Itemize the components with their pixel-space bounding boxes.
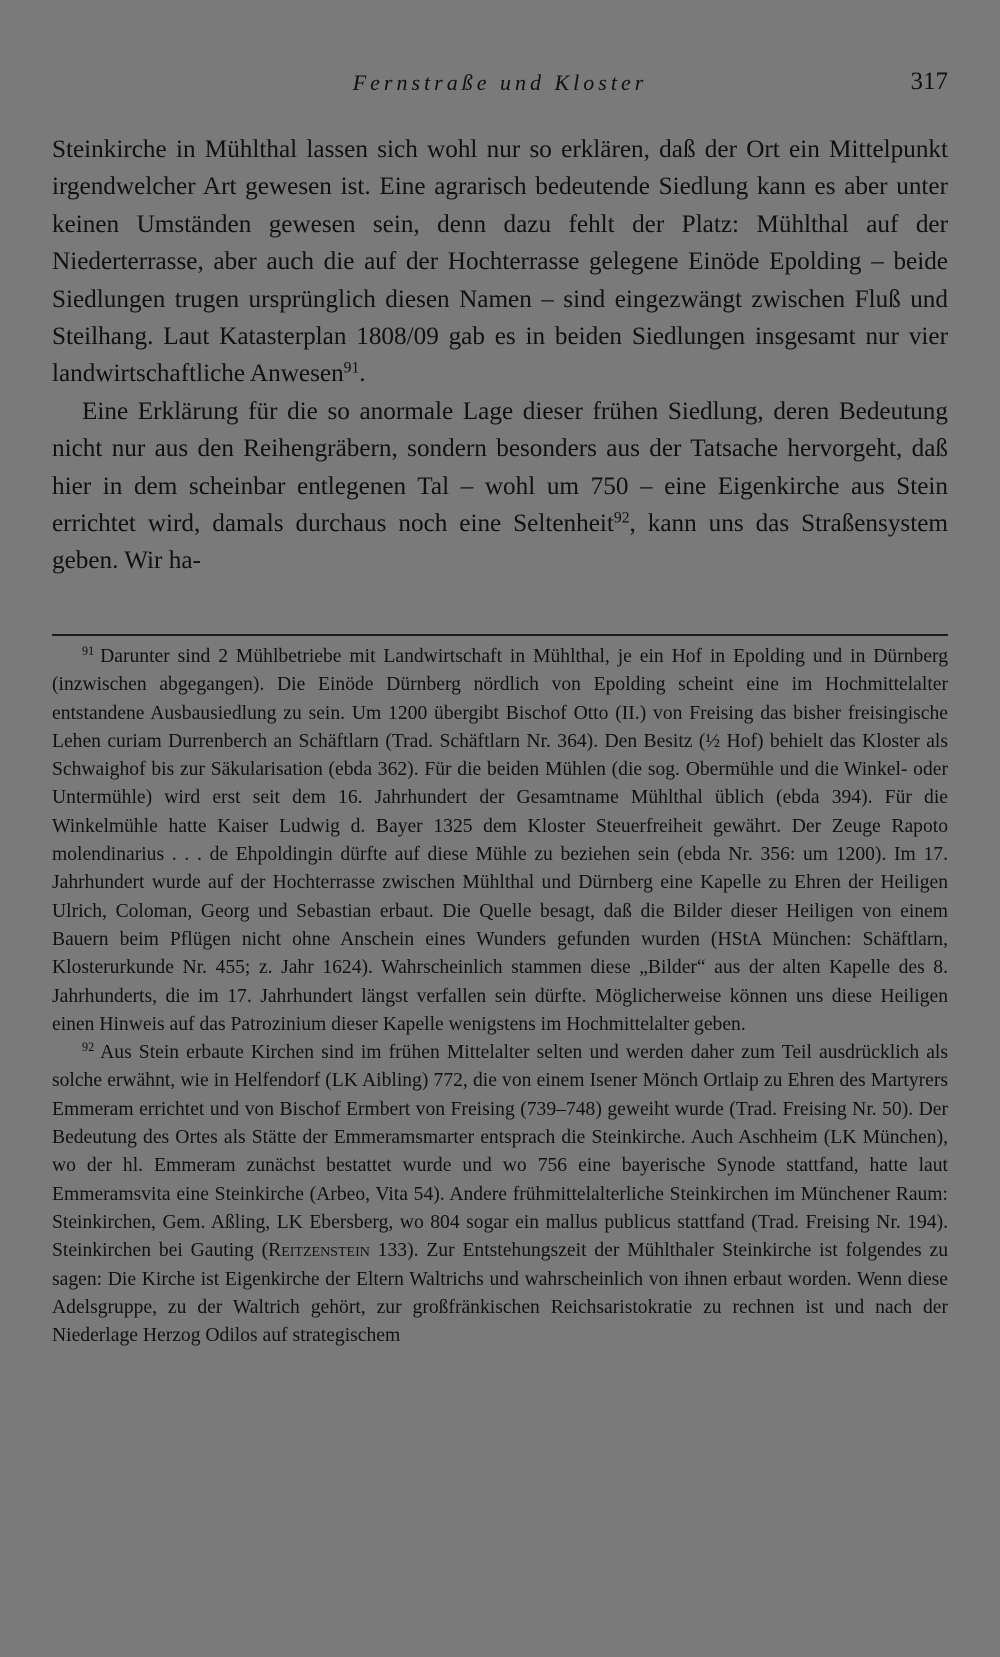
paragraph-1 <box>52 131 948 393</box>
footnotes <box>52 643 948 1350</box>
main-text <box>52 131 948 580</box>
footnote-ref-92[interactable]: 92 <box>613 509 630 527</box>
paragraph-1-text: Steinkirche in Mühlthal lassen sich wohl nur so erklären, daß der Ort ein Mittelpunkt irgendwelcher Art gewesen ist. Eine agrarisch bedeutende Siedlung kann es aber unter keinen Umständen gewesen sein, denn dazu fehlt der Platz: Mühlthal auf der Niederterrasse, aber auch die auf der Hochterrasse gelegene Einöde Epolding – beide Siedlungen trugen ursprünglich diesen Namen – sind eingezwängt zwischen Fluß und Steilhang. Laut Katasterplan 1808/09 gab es in beiden Siedlungen insgesamt nur vier landwirtschaftliche Anwesen <box>52 136 948 388</box>
footnote-92-text-b: 133). Zur Entstehungszeit der Mühlthaler Steinkirche ist folgendes zu sagen: Die Kirche ist Eigenkirche der Eltern Waltrichs und wahrscheinlich von ihnen erbaut worden. Wenn diese Adelsgruppe, zu der Waltrich gehört, zur großfränkischen Reichsaristokratie zu rechnen ist und nach der Niederlage Herzog Odilos auf strategischem <box>52 1240 948 1347</box>
footnote-92-number: 92 <box>82 1040 95 1055</box>
footnote-ref-91[interactable]: 91 <box>343 359 360 377</box>
footnote-92-author: Reitzenstein <box>268 1240 370 1262</box>
paragraph-2-text-a: Eine Erklärung für die so anormale Lage dieser frühen Siedlung, deren Bedeutung nicht nur aus den Reihengräbern, sondern besonders aus der Tatsache hervorgeht, daß hier in dem scheinbar entlegenen Tal – wohl um 750 – eine Eigenkirche aus Stein errichtet wird, damals durchaus noch eine Seltenheit <box>52 397 948 538</box>
footnote-divider <box>52 634 948 636</box>
paragraph-2 <box>52 393 948 580</box>
footnote-92 <box>52 1039 948 1350</box>
footnote-91-text: Darunter sind 2 Mühlbetriebe mit Landwirtschaft in Mühlthal, je ein Hof in Epolding und in Dürnberg (inzwischen abgegangen). Die Einöde Dürnberg nördlich von Epolding scheint eine im Hochmittelalter entstandene Ausbausiedlung zu sein. Um 1200 übergibt Bischof Otto (II.) von Freising das bisher freisingische Lehen curiam Durrenberch an Schäftlarn (Trad. Schäftlarn Nr. 364). Den Besitz (½ Hof) behielt das Kloster als Schwaighof bis zur Säkularisation (ebda 362). Für die beiden Mühlen (die sog. Obermühle und die Winkel- oder Untermühle) wird erst seit dem 16. Jahrhundert der Gesamtname Mühlthal üblich (ebda 394). Für die Winkelmühle hatte Kaiser Ludwig d. Bayer 1325 dem Kloster Steuerfreiheit gewährt. Der Zeuge Rapoto molendinarius . . . de Ehpoldingin dürfte auf diese Mühle zu beziehen sein (ebda Nr. 356: um 1200). Im 17. Jahrhundert wurde auf der Hochterrasse zwischen Mühlthal und Dürnberg eine Kapelle zu Ehren der Heiligen Ulrich, Coloman, Georg und Sebastian erbaut. Die Quelle besagt, daß die Bilder dieser Heiligen von einem Bauern beim Pflügen nicht ohne Anschein eines Wunders gefunden wurden (HStA München: Schäftlarn, Klosterurkunde Nr. 455; z. Jahr 1624). Wahrscheinlich stammen diese „Bilder“ aus der alten Kapelle des 8. Jahrhunderts, die im 17. Jahrhundert längst verfallen sein dürfte. Möglicherweise können uns diese Heiligen einen Hinweis auf das Patrozinium dieser Kapelle wenigstens im Hochmittelalter geben. <box>52 646 948 1035</box>
page-header <box>52 70 948 104</box>
paragraph-1-end: . <box>359 360 366 388</box>
page-number: 317 <box>910 68 948 95</box>
footnote-92-text-a: Aus Stein erbaute Kirchen sind im frühen Mittelalter selten und werden daher zum Teil ausdrücklich als solche erwähnt, wie in Helfendorf (LK Aibling) 772, die von einem Isener Mönch Ortlaip zu Ehren des Martyrers Emmeram errichtet und von Bischof Ermbert von Freising (739–748) geweiht wurde (Trad. Freising Nr. 50). Der Bedeutung des Ortes als Stätte der Emmeramsmarter entsprach die Steinkirche. Auch Aschheim (LK München), wo der hl. Emmeram zunächst bestattet wurde und wo 756 eine bayerische Synode stattfand, hatte laut Emmeramsvita eine Steinkirche (Arbeo, Vita 54). Andere frühmittelalterliche Steinkirchen im Münchener Raum: Steinkirchen, Gem. Aßling, LK Ebersberg, wo 804 sogar ein mallus publicus stattfand (Trad. Freising Nr. 194). Steinkirchen bei Gauting ( <box>52 1042 948 1262</box>
footnote-91-number: 91 <box>82 644 95 659</box>
running-title: Fernstraße und Kloster <box>352 70 648 95</box>
footnote-91 <box>52 643 948 1039</box>
paragraph-2-text-b: , kann uns das Straßensystem geben. Wir ha- <box>52 510 948 575</box>
